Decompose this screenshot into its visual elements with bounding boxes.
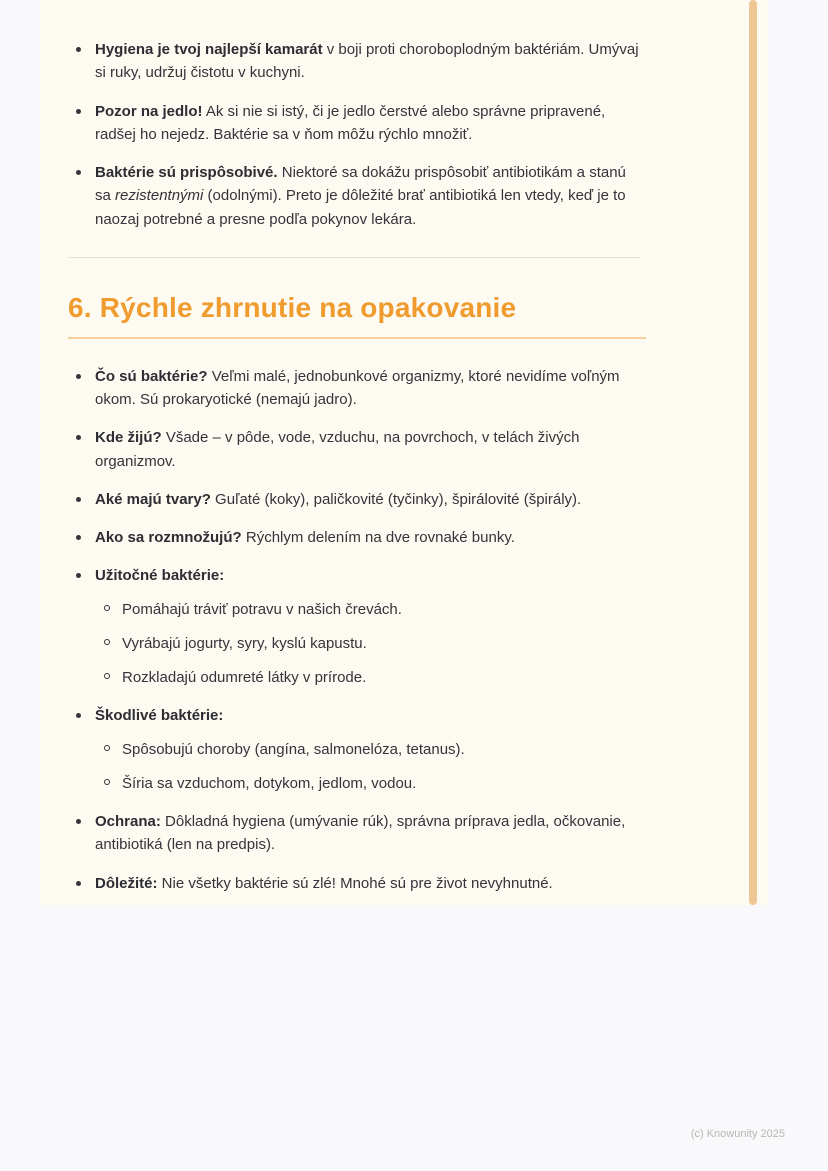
list-item-text: Nie všetky baktérie sú zlé! Mnohé sú pre život nevyhnutné. [157, 874, 553, 892]
list-item-text: v boji proti choroboplodným baktériám. Umývaj si ruky, udržuj čistotu v kuchyni. [95, 41, 639, 82]
list-item [68, 365, 642, 412]
list-item-text: Ak si nie si istý, či je jedlo čerstvé alebo správne pripravené, radšej ho nejedz. Baktérie sa v ňom môžu rýchlo množiť. [95, 102, 606, 143]
list-item [68, 161, 642, 231]
list-item [68, 426, 642, 473]
list-item-lead: Hygiena je tvoj najlepší kamarát [95, 41, 323, 58]
document-page [40, 0, 768, 905]
list-item [68, 564, 642, 689]
list-item [68, 872, 642, 895]
list-item [68, 488, 642, 511]
sub-list-item: Šíria sa vzduchom, dotykom, jedlom, vodou. [95, 772, 642, 795]
list-item-text: Veľmi malé, jednobunkové organizmy, ktoré nevidíme voľným okom. Sú prokaryotické (nemajú jadro). [95, 367, 620, 408]
list-item-text: Dôkladná hygiena (umývanie rúk), správna príprava jedla, očkovanie, antibiotiká (len na predpis). [95, 813, 626, 854]
list-item-italic: rezistentnými [115, 187, 204, 205]
section-divider [68, 257, 640, 258]
list-item-lead: Aké majú tvary? [95, 490, 211, 508]
document-content [40, 0, 642, 895]
list-item-lead: Škodlivé baktérie: [95, 707, 224, 725]
list-item [68, 810, 642, 857]
section-heading: 6. Rýchle zhrnutie na opakovanie [68, 291, 517, 323]
list-item-lead: Kde žijú? [95, 429, 162, 447]
sub-list-item: Vyrábajú jogurty, syry, kyslú kapustu. [95, 632, 642, 655]
list-item-lead: Ako sa rozmnožujú? [95, 529, 242, 546]
heading-underline [68, 337, 646, 339]
sub-bullet-list [95, 738, 642, 796]
list-item-text: Guľaté (koky), paličkovité (tyčinky), špirálovité (špirály). [210, 490, 582, 508]
sub-list-item: Spôsobujú choroby (angína, salmonelóza, tetanus). [95, 738, 642, 761]
list-item [68, 100, 642, 147]
list-item-text: Rýchlym delením na dve rovnaké bunky. [241, 529, 515, 546]
list-item-lead: Dôležité: [95, 874, 158, 892]
list-item [68, 526, 642, 549]
list-item-lead: Ochrana: [95, 813, 161, 830]
list-item-text: Všade – v pôde, vode, vzduchu, na povrchoch, v telách živých organizmov. [95, 429, 580, 470]
list-item-lead: Pozor na jedlo! [95, 102, 203, 120]
intro-bullet-list [68, 38, 642, 231]
list-item [68, 38, 642, 85]
list-item-text: (odolnými). Preto je dôležité brať antibiotiká len vtedy, keď je to naozaj potrebné a presne podľa pokynov lekára. [95, 187, 626, 228]
list-item-lead: Čo sú baktérie? [95, 367, 208, 385]
list-item-lead: Baktérie sú prispôsobivé. [95, 164, 278, 181]
right-accent-bar [749, 0, 757, 905]
list-item-lead: Užitočné baktérie: [95, 567, 225, 585]
summary-bullet-list [68, 365, 642, 895]
sub-list-item: Rozkladajú odumreté látky v prírode. [95, 666, 642, 689]
list-item-text: Niektoré sa dokážu prispôsobiť antibiotikám a stanú sa [95, 164, 626, 205]
sub-bullet-list [95, 598, 642, 690]
copyright-footer: (c) Knowunity 2025 [690, 1128, 785, 1140]
sub-list-item: Pomáhajú tráviť potravu v našich črevách. [95, 598, 642, 621]
list-item [68, 704, 642, 795]
